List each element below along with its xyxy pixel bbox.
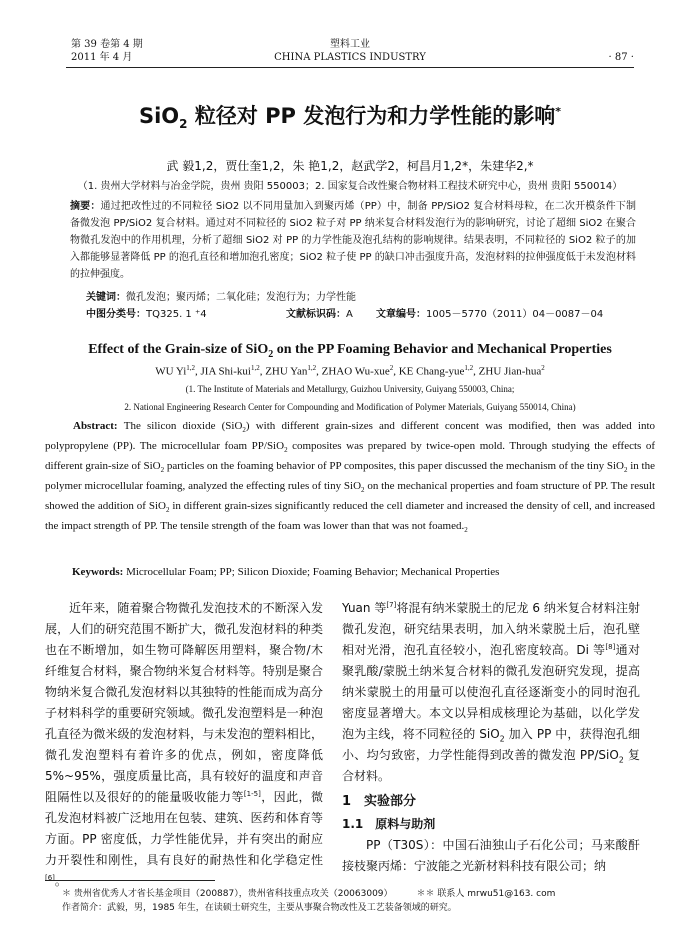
body-right-column	[342, 598, 640, 877]
section-heading: 1 实验部分	[342, 794, 417, 809]
keywords-english: Keywords: Microcellular Foam; PP; Silicon Dioxide; Foaming Behavior; Mechanical Properties	[72, 566, 500, 578]
header-divider	[66, 67, 634, 68]
page-number: · 87 ·	[608, 52, 634, 63]
body-left-column	[45, 598, 323, 892]
journal-volume-info: 第 39 卷第 4 期 2011 年 4 月	[71, 39, 143, 63]
document-code: 文献标识码：A	[286, 309, 353, 320]
authors-english: WU Yi$^{1,2}$, JIA Shi-kui$^{1,2}$, ZHU Yan$^{1,2}$, ZHAO Wu-xue$^2$, KE Chang-yue$^{1,2}$, ZHU Jian-hua$^2$	[155, 364, 545, 378]
title-english: Effect of the Grain-size of SiO$_2$ on the PP Foaming Behavior and Mechanical Properties	[88, 342, 612, 360]
affiliation-english-1: (1. The Institute of Materials and Metallurgy, Guizhou University, Guiyang 550003, China;	[185, 384, 515, 394]
authors-chinese: 武 毅1,2，贾仕奎1,2，朱 艳1,2，赵武学2，柯昌月1,2*，朱建华2,*	[166, 159, 534, 173]
intro-paragraph: 近年来，随着聚合物微孔发泡技术的不断深入发展，人们的研究范围不断扩大，微孔发泡材料的种类也在不断增加，如生物可降解医用塑料，聚合物/木纤维复合材料，聚合物纳米复合材料等。特别是聚合物纳米复合微孔发泡材料以其独特的性能而成为高分子材料科学的重要研究领域。微孔发泡塑料是一种泡孔直径为微米级的发泡材料，与未发泡的塑料相比，微孔发泡塑料有着许多的优点，例如，密度降低 5%~95%，强度质量比高，具有较好的温度和声音阻隔性以及很好的的能量吸收能力等[1-5]，因此，微孔发泡材料被广泛地用在包装、建筑、医药和体育等方面。PP 密度低，力学性能优异，并有突出的耐应力开裂性和刚性，具有良好的耐热性和化学稳定性[6]。	[45, 601, 323, 888]
footnote-funding: ＊ 贵州省优秀人才省长基金项目（200887），贵州省科技重点攻关（20063009） ＊＊ 联系人 mrwu51@163. com	[62, 889, 556, 899]
journal-name: 塑料工业 CHINA PLASTICS INDUSTRY	[274, 39, 426, 63]
footnote-divider	[45, 880, 215, 881]
footnote-author-bio: 作者简介：武毅，男，1985 年生，在读硕士研究生，主要从事聚合物改性及工艺装备领域的研究。	[62, 903, 457, 913]
subsection-heading: 1.1 原料与助剂	[342, 817, 436, 831]
title-chinese: SiO$_2$ 粒径对 PP 发泡行为和力学性能的影响*	[138, 104, 562, 132]
keywords-chinese: 关键词：微孔发泡；聚丙烯；二氧化硅；发泡行为；力学性能	[86, 292, 356, 303]
affiliation-english-2: 2. National Engineering Research Center for Compounding and Modification of Polymer Materials, Guiyang 550014, China)	[124, 402, 576, 412]
abstract-chinese: 摘要：通过把改性过的不同粒径 SiO2 以不同用量加入到聚丙烯（PP）中，制备 PP/SiO2 复合材料母粒，在二次开模条件下制备微发泡 PP/SiO2 复合材料。通过对不同粒径的 SiO2 粒子对 PP 纳米复合材料发泡行为的影响研究，讨论了超细 SiO2 在聚合物微孔发泡中的作用机理，分析了超细 SiO2 对 PP 的力学性能及泡孔结构的影响规律。结果表明，不同粒径的 SiO2 粒子的加入都能够显著降低 PP 的泡孔直径和增加泡孔密度；SiO2 粒子使 PP 的缺口冲击强度升高，发泡材料的拉伸强度低于未发泡材料的拉伸强度。	[70, 201, 636, 280]
affiliation-chinese: （1. 贵州大学材料与冶金学院，贵州 贵阳 550003；2. 国家复合改性聚合物材料工程技术研究中心，贵州 贵阳 550014）	[77, 181, 623, 192]
article-number: 文章编号：1005－5770（2011）04－0087－04	[376, 309, 604, 320]
abstract-english: Abstract: The silicon dioxide (SiO$_2$) with different grain-sizes and different concent was modified, then was added into polypropylene (PP). The microcellular foam PP/SiO$_2$ composites was prepared by twice-open mold. Through studying the effects of different grain-size of SiO$_2$ particles on the foaming behavior of PP composites, this paper discussed the mechanism of the tiny SiO$_2$ in the polymer microcellular foaming, analyzed the effecting rules of tiny SiO$_2$ on the mechanical properties and foam structure of PP. The result showed the addition of SiO$_2$ in different grain-sizes significantly reduced the cell diameter and increased the density of cell, and increased the impact strength of PP. The tensile strength of the foam was lower than that was not $foamed._2$	[45, 420, 655, 535]
clc-number: 中图分类号：TQ325. 1 ⁺4	[86, 309, 207, 320]
materials-paragraph: PP（T30S）：中国石油独山子石化公司；马来酸酐接枝聚丙烯：宁波能之光新材料科技有限公司；纳	[342, 838, 640, 873]
classification-row	[86, 305, 646, 320]
right-paragraph: Yuan 等[7]将混有纳米蒙脱土的尼龙 6 纳米复合材料注射微孔发泡，研究结果表明，加入纳米蒙脱土后，泡孔壁相对光滑，泡孔直径较小，泡孔密度较高。Di 等[8]通对聚乳酸/蒙脱土纳米复合材料的微孔发泡研究发现，提高纳米蒙脱土的用量可以使泡孔直径逐渐变小的同时泡孔密度显著增大。本文以异相成核理论为基础，以化学发泡为主线，将不同粒径的 SiO$_2$ 加入 PP 中，获得泡孔细小、均匀致密，力学性能得到改善的微发泡 PP/SiO$_2$ 复合材料。	[342, 601, 640, 783]
